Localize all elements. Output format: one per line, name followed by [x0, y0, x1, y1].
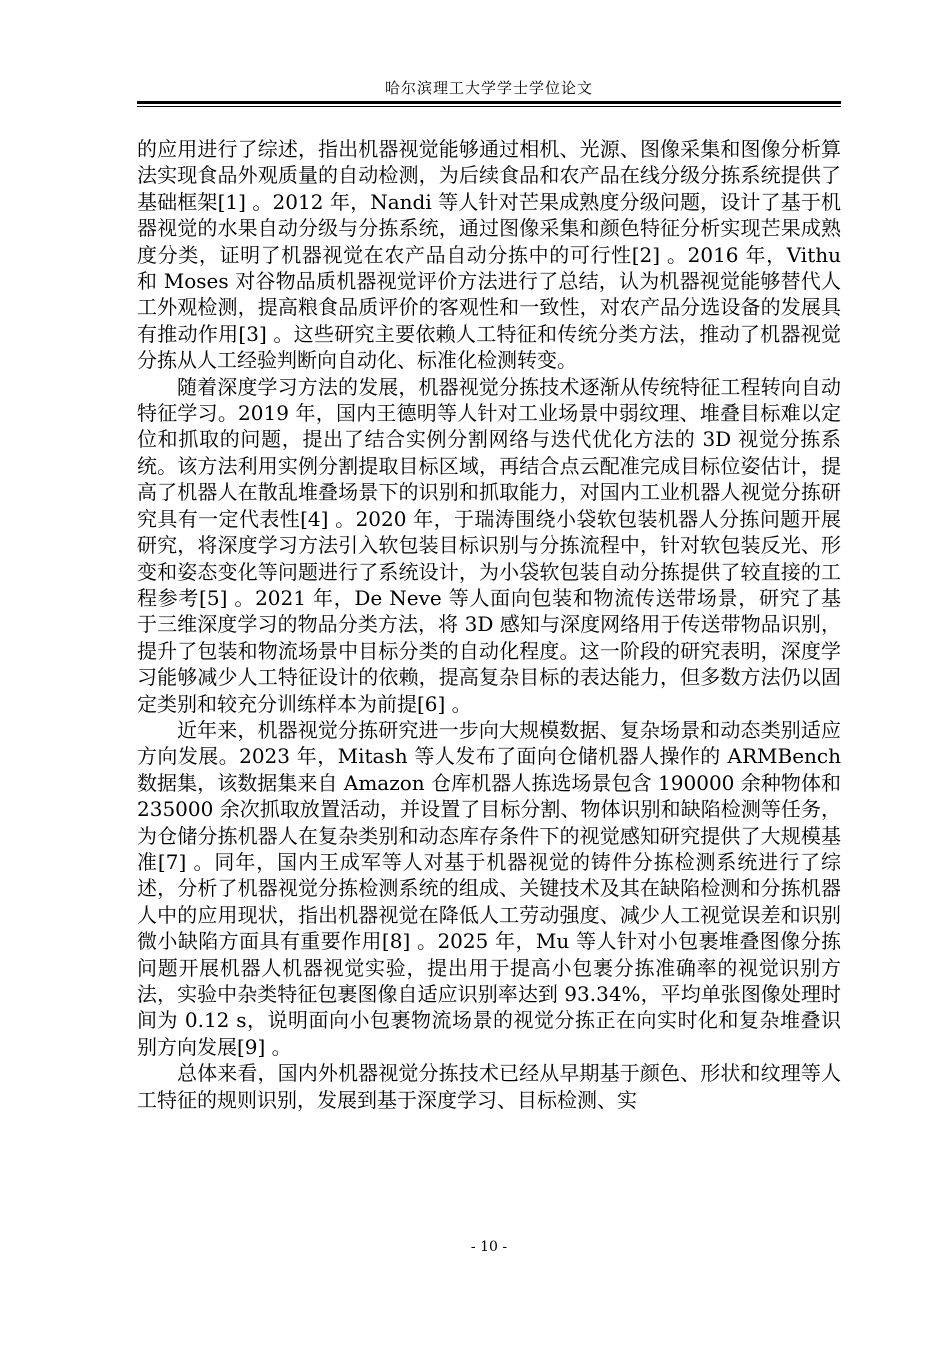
paragraph-4: 总体来看，国内外机器视觉分拣技术已经从早期基于颜色、形状和纹理等人工特征的规则识别，发展到基于深度学习、目标检测、实	[137, 1061, 841, 1112]
page-header-title: 哈尔滨理工大学学士学位论文	[384, 79, 593, 97]
header-rule-thick	[137, 101, 841, 104]
paragraph-2: 随着深度学习方法的发展，机器视觉分拣技术逐渐从传统特征工程转向自动特征学习。2019 年，国内王德明等人针对工业场景中弱纹理、堆叠目标难以定位和抓取的问题，提出了结合实例分割网络与迭代优化方法的 3D 视觉分拣系统。该方法利用实例分割提取目标区域，再结合点云配准完成目标位姿估计，提高了机器人在散乱堆叠场景下的识别和抓取能力，对国内工业机器人视觉分拣研究具有一定代表性[4] 。2020 年，于瑞涛围绕小袋软包装机器人分拣问题开展研究，将深度学习方法引入软包装目标识别与分拣流程中，针对软包装反光、形变和姿态变化等问题进行了系统设计，为小袋软包装自动分拣提供了较直接的工程参考[5] 。2021 年，De Neve 等人面向包装和物流传送带场景，研究了基于三维深度学习的物品分类方法，将 3D 感知与深度网络用于传送带物品识别，提升了包装和物流场景中目标分类的自动化程度。这一阶段的研究表明，深度学习能够减少人工特征设计的依赖，提高复杂目标的表达能力，但多数方法仍以固定类别和较充分训练样本为前提[6] 。	[137, 374, 841, 716]
header-rule-thin	[137, 106, 841, 107]
page-number: - 10 -	[470, 1239, 508, 1255]
paragraph-1: 的应用进行了综述，指出机器视觉能够通过相机、光源、图像采集和图像分析算法实现食品外观质量的自动检测，为后续食品和农产品在线分级分拣系统提供了基础框架[1] 。2012 年，Nandi 等人针对芒果成熟度分级问题，设计了基于机器视觉的水果自动分级与分拣系统，通过图像采集和颜色特征分析实现芒果成熟度分类，证明了机器视觉在农产品自动分拣中的可行性[2] 。2016 年，Vithu 和 Moses 对谷物品质机器视觉评价方法进行了总结，认为机器视觉能够替代人工外观检测，提高粮食品质评价的客观性和一致性，对农产品分选设备的发展具有推动作用[3] 。这些研究主要依赖人工特征和传统分类方法，推动了机器视觉分拣从人工经验判断向自动化、标准化检测转变。	[137, 137, 841, 373]
paragraph-3: 近年来，机器视觉分拣研究进一步向大规模数据、复杂场景和动态类别适应方向发展。2023 年，Mitash 等人发布了面向仓储机器人操作的 ARMBench 数据集，该数据集来自 Amazon 仓库机器人拣选场景包含 190000 余种物体和 235000 余次抓取放置活动，并设置了目标分割、物体识别和缺陷检测等任务，为仓储分拣机器人在复杂类别和动态库存条件下的视觉感知研究提供了大规模基准[7] 。同年，国内王成军等人对基于机器视觉的铸件分拣检测系统进行了综述，分析了机器视觉分拣检测系统的组成、关键技术及其在缺陷检测和分拣机器人中的应用现状，指出机器视觉在降低人工劳动强度、减少人工视觉误差和识别微小缺陷方面具有重要作用[8] 。2025 年，Mu 等人针对小包裹堆叠图像分拣问题开展机器人机器视觉实验，提出用于提高小包裹分拣准确率的视觉识别方法，实验中杂类特征包裹图像自适应识别率达到 93.34%，平均单张图像处理时间为 0.12 s，说明面向小包裹物流场景的视觉分拣正在向实时化和复杂堆叠识别方向发展[9] 。	[137, 717, 841, 1059]
body-text	[137, 136, 841, 1113]
